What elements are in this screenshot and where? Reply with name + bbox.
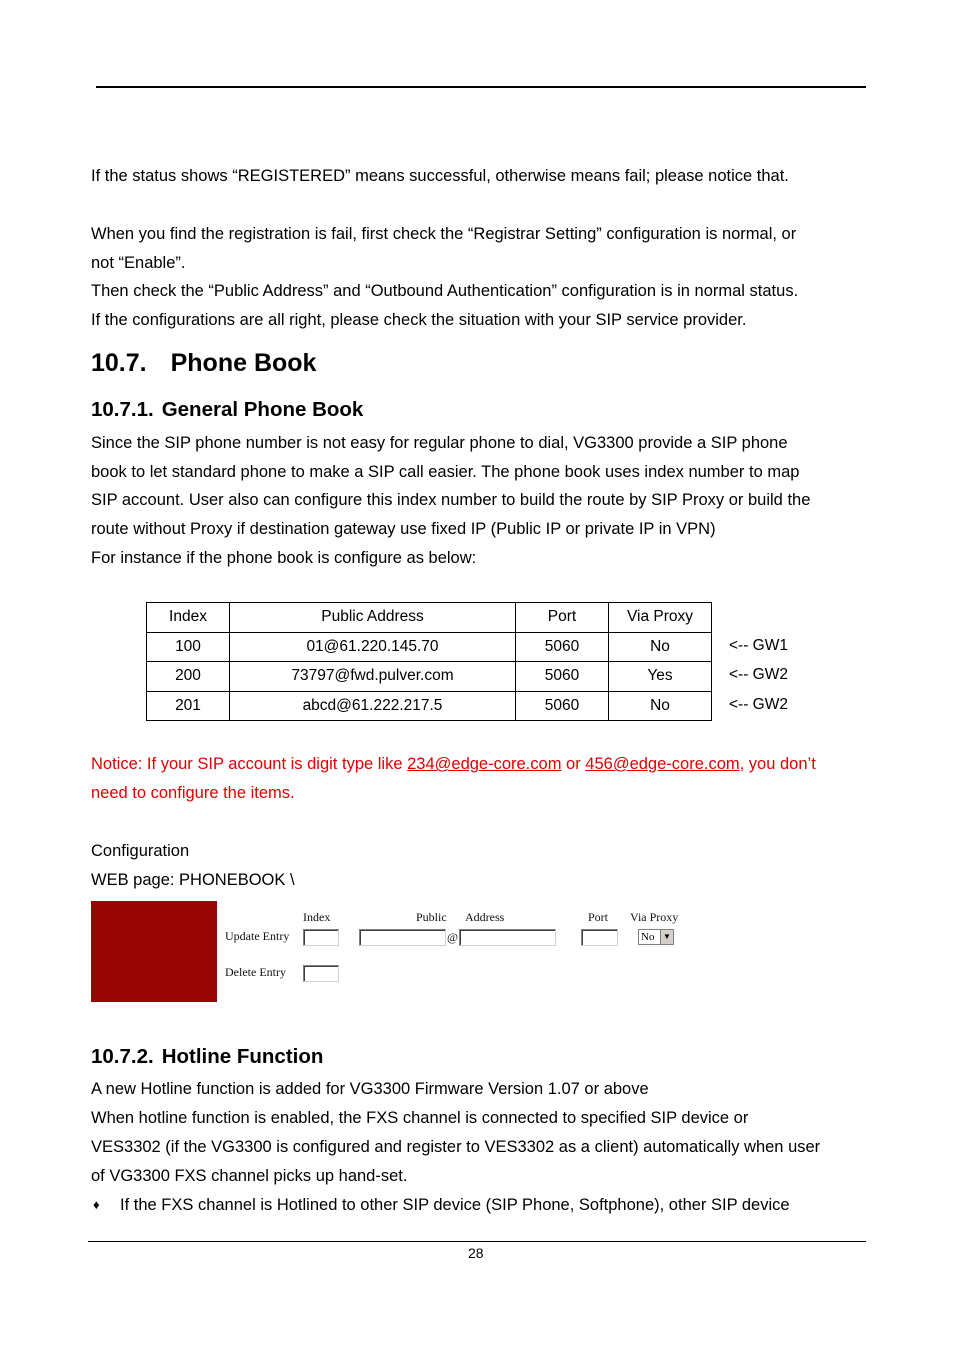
update-public-user-input[interactable] [359,929,446,946]
general-paragraph-line: For instance if the phone book is configure as below: [91,549,477,567]
webform-col-index: Index [303,910,331,924]
webform-col-public: Public [416,910,447,924]
general-paragraph-line: Since the SIP phone number is not easy for regular phone to dial, VG3300 provide a SIP phone [91,434,788,452]
cell-via-proxy: Yes [609,662,712,692]
header-public-address: Public Address [230,603,516,633]
public-address-paragraph: Then check the “Public Address” and “Outbound Authentication” configuration is in normal status. [91,282,799,300]
cell-port: 5060 [516,632,609,662]
chevron-down-icon: ▼ [660,930,673,944]
table-header-row [147,603,712,633]
cell-port: 5060 [516,691,609,721]
cell-index: 201 [147,691,230,721]
registration-paragraph-line2: not “Enable”. [91,254,186,272]
cell-index: 100 [147,632,230,662]
subsection-heading-general-phone-book [91,398,363,422]
cell-public-address: 73797@fwd.pulver.com [230,662,516,692]
section-number: 10.7. [91,349,147,377]
provider-paragraph: If the configurations are all right, please check the situation with your SIP service provider. [91,311,747,329]
subsection-heading-hotline [91,1045,323,1069]
header-via-proxy: Via Proxy [609,603,712,633]
via-proxy-select[interactable] [638,929,674,945]
general-paragraph-line: book to let standard phone to make a SIP call easier. The phone book uses index number to map [91,463,800,481]
hotline-paragraph-line: VES3302 (if the VG3300 is configured and register to VES3302 as a client) automatically when user [91,1138,821,1156]
subsection-number: 10.7.1. [91,398,154,421]
page-number: 28 [468,1245,484,1261]
configuration-label: Configuration [91,842,190,860]
footer-rule [88,1241,866,1242]
gateway-annotation: <-- GW2 [729,696,788,713]
status-paragraph: If the status shows “REGISTERED” means successful, otherwise means fail; please notice that. [91,167,789,185]
web-page-label: WEB page: PHONEBOOK \ [91,871,295,889]
hotline-paragraph-line: When hotline function is enabled, the FXS channel is connected to specified SIP device or [91,1109,749,1127]
section-title: Phone Book [170,349,317,377]
subsection-title: General Phone Book [161,398,364,421]
via-proxy-selected-value: No [641,931,655,943]
cell-public-address: 01@61.220.145.70 [230,632,516,662]
cell-public-address: abcd@61.222.217.5 [230,691,516,721]
subsection-number: 10.7.2. [91,1045,154,1068]
update-entry-label: Update Entry [225,929,290,943]
header-index: Index [147,603,230,633]
table-row [147,632,712,662]
at-sign: @ [447,930,459,944]
notice-link-1[interactable]: 234@edge-core.com [407,755,562,773]
table-row [147,691,712,721]
update-index-input[interactable] [303,929,339,946]
hotline-paragraph-line: of VG3300 FXS channel picks up hand-set. [91,1167,408,1185]
notice-prefix: Notice: If your SIP account is digit type like [91,755,408,773]
cell-index: 200 [147,662,230,692]
diamond-bullet-icon: ♦ [93,1197,100,1212]
update-port-input[interactable] [581,929,618,946]
gateway-annotation: <-- GW2 [729,666,788,683]
delete-index-input[interactable] [303,965,339,982]
delete-entry-label: Delete Entry [225,965,286,979]
webform-col-port: Port [588,910,609,924]
webform-col-via-proxy: Via Proxy [630,910,679,924]
bullet-text: If the FXS channel is Hotlined to other SIP device (SIP Phone, Softphone), other SIP device [120,1196,790,1214]
general-paragraph-line: SIP account. User also can configure this index number to build the route by SIP Proxy or build the [91,491,811,509]
registration-paragraph-line1: When you find the registration is fail, first check the “Registrar Setting” configuration is normal, or [91,225,797,243]
phone-book-table [146,602,712,721]
webform-col-address: Address [465,910,505,924]
notice-mid: or [561,755,586,773]
cell-port: 5060 [516,662,609,692]
notice-line2: need to configure the items. [91,784,295,802]
table-row [147,662,712,692]
header-rule [96,86,866,88]
notice-suffix: , you don’t [739,755,816,773]
cell-via-proxy: No [609,632,712,662]
section-heading-phone-book [91,348,316,378]
update-public-host-input[interactable] [459,929,556,946]
web-sidebar-brand-panel [91,901,217,1002]
hotline-paragraph-line: A new Hotline function is added for VG3300 Firmware Version 1.07 or above [91,1080,649,1098]
cell-via-proxy: No [609,691,712,721]
notice-line1 [91,754,816,774]
notice-link-2[interactable]: 456@edge-core.com [585,755,740,773]
header-port: Port [516,603,609,633]
subsection-title: Hotline Function [161,1045,324,1068]
general-paragraph-line: route without Proxy if destination gateway use fixed IP (Public IP or private IP in VPN) [91,520,716,538]
gateway-annotation: <-- GW1 [729,637,788,654]
